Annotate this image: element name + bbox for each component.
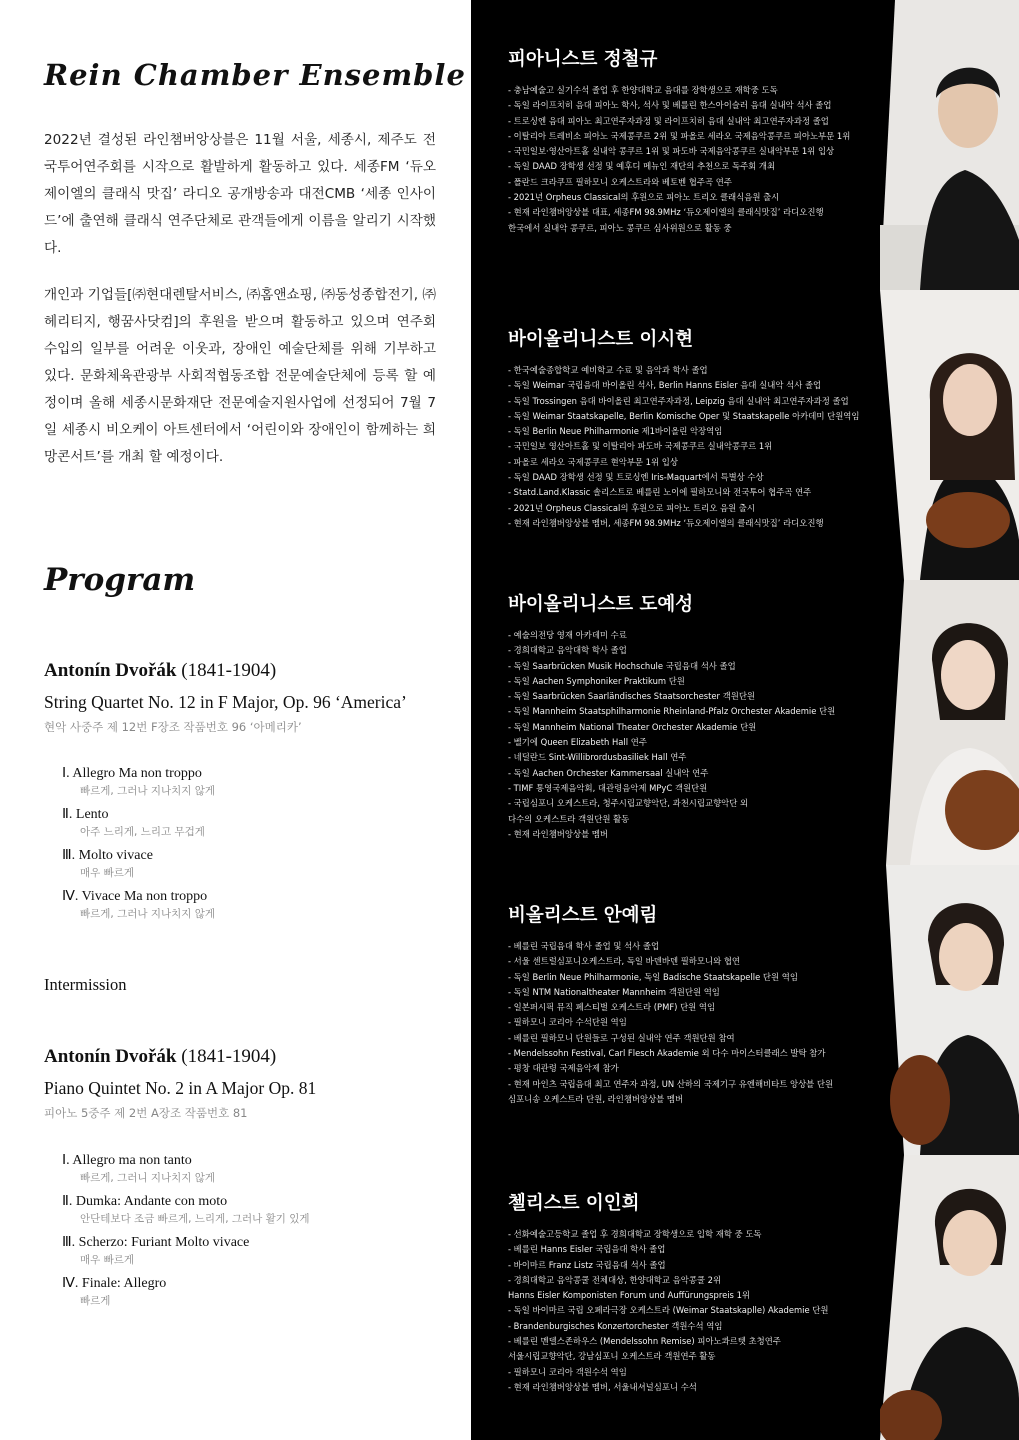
bio-line: - 베를린 Hanns Eisler 국립음대 학사 졸업 [508, 1244, 666, 1255]
musician-section-pianist [508, 47, 880, 236]
musician-section-violinist-1 [508, 327, 880, 531]
musician-title: 바이올리니스트 도예성 [508, 594, 694, 615]
bio-line: - 네덜란드 Sint-Willibrordusbasiliek Hall 연주 [508, 752, 687, 763]
intro-paragraph: 개인과 기업들[㈜현대렌탈서비스, ㈜홈앤쇼핑, ㈜동성종합전기, ㈜헤리티지, 행꿈사닷컴]의 후원을 받으며 활동하고 있으며 연주회 수입의 일부를 어려운 이웃과, 장애인 예술단체를 위해 기부하고 있다. 문화체육관광부 사회적협동조합 전문예술단체에 등록 할 예정이며 올해 세종시문화재단 전문예술지원사업에 선정되어 7월 7일 세종시 비오케이 아트센터에서 ‘어린이와 장애인이 함께하는 희망콘서트’를 개최 할 예정이다. [44, 287, 436, 465]
movement-description: 매우 빠르게 [80, 1254, 135, 1266]
intermission-label: Intermission [44, 975, 127, 994]
bio-line: - 베를린 멘델스존하우스 (Mendelssohn Remise) 피아노콰르텟 초청연주 [508, 1336, 781, 1347]
musician-title: 비올리스트 안예림 [508, 905, 658, 926]
bio-line: - 일본퍼시픽 뮤직 페스티벌 오케스트라 (PMF) 단원 역임 [508, 1002, 716, 1013]
movement-description: 빠르게, 그러나 지나치지 않게 [80, 908, 216, 920]
movement-title: Ⅰ. Allegro ma non tanto [62, 1153, 192, 1168]
program-column [0, 0, 471, 1440]
bio-line: 심포니송 오케스트라 단원, 라인챔버앙상블 멤버 [508, 1093, 684, 1104]
composer-line [44, 1046, 276, 1068]
movement-description: 빠르게, 그러니 지나치지 않게 [80, 1172, 216, 1184]
bio-line: - 독일 NTM Nationaltheater Mannheim 객원단원 역임 [508, 986, 720, 997]
bio-line: - Mendelssohn Festival, Carl Flesch Akademie 외 다수 마이스터클래스 발탁 참가 [508, 1048, 826, 1059]
movement-title: Ⅲ. Scherzo: Furiant Molto vivace [62, 1235, 250, 1250]
bio-line: - 서울 센트럴심포니오케스트라, 독일 바덴바덴 필하모니와 협연 [508, 956, 741, 967]
bio-line: - 국민일보 영산아트홀 및 이탈리아 파도바 국제콩쿠르 실내악콩쿠르 1위 [508, 441, 773, 452]
work-title: Piano Quintet No. 2 in A Major Op. 81 [44, 1078, 317, 1098]
bio-line: - 독일 DAAD 장학생 선정 및 예후디 메뉴인 재단의 추천으로 독주회 개최 [508, 161, 776, 172]
bio-line: - 독일 Mannheim Staatsphilharmonie Rheinland-Pfalz Orchester Akademie 단원 [508, 706, 836, 717]
bio-line: - 국민일보·영산아트홀 실내악 콩쿠르 1위 및 파도바 국제음악콩쿠르 실내악부문 1위 입상 [508, 146, 835, 157]
musician-title: 피아니스트 정철규 [508, 49, 658, 70]
bio-line: - 독일 Saarbrücken Musik Hochschule 국립음대 석사 졸업 [508, 660, 736, 671]
composer-line [44, 660, 276, 682]
program-title: Program [44, 562, 196, 598]
musician-bio [508, 939, 880, 1107]
movement-description: 아주 느리게, 느리고 무겁게 [80, 826, 205, 838]
bio-line: - 독일 Berlin Neue Philharmonie, 독일 Badische Staatskapelle 단원 역임 [508, 971, 798, 982]
bio-line: - 현재 라인챔버앙상블 멤버, 세종FM 98.9MHz ‘듀오제이엘의 클래식맛집’ 라디오진행 [508, 517, 824, 528]
movement [62, 1233, 310, 1274]
movement-title: Ⅱ. Dumka: Andante con moto [62, 1194, 228, 1209]
movement-title: Ⅲ. Molto vivace [62, 848, 153, 863]
musician-section-violist [508, 903, 880, 1107]
bio-line: - 현재 마인츠 국립음대 최고 연주자 과정, UN 산하의 국제기구 유엔해비타트 앙상블 단원 [508, 1078, 834, 1089]
violinist-photo [880, 290, 1019, 580]
movement-description: 매우 빠르게 [80, 867, 135, 879]
bio-line: - 이탈리아 트레비소 피아노 국제콩쿠르 2위 및 파올로 세라오 국제음악콩쿠르 피아노부문 1위 [508, 130, 851, 141]
movement [62, 846, 215, 887]
bio-line: - 한국예술종합학교 예비학교 수료 및 음악과 학사 졸업 [508, 365, 708, 375]
bio-line: - 독일 Weimar Staatskapelle, Berlin Komische Oper 및 Staatskapelle 아카데미 단원역임 [508, 410, 860, 421]
musician-bio [508, 83, 880, 236]
bio-line: - 필하모니 코리아 객원수석 역임 [508, 1366, 627, 1377]
bio-line: - 선화예술고등학교 졸업 후 경희대학교 장학생으로 입학 재학 중 도독 [508, 1229, 762, 1239]
work-title: String Quartet No. 12 in F Major, Op. 96 ‘America’ [44, 692, 407, 712]
intro-paragraph: 2022년 결성된 라인챔버앙상블은 11월 서울, 세종시, 제주도 전국투어연주회를 시작으로 활발하게 활동하고 있다. 세종FM ‘듀오 제이엘의 클래식 맛집’ 라디오 공개방송과 대전CMB ‘세종 인사이드’에 출연해 클래식 연주단체로 관객들에게 이름을 알리기 시작했다. [44, 132, 436, 256]
bio-line: - 경희대학교 음악콩쿨 전체대상, 한양대학교 음악콩쿨 2위 [508, 1274, 722, 1285]
bio-line: - 경희대학교 음악대학 학사 졸업 [508, 645, 627, 656]
bio-line: - 독일 Aachen Orchester Kammersaal 실내악 연주 [508, 767, 709, 778]
bio-line: - 충남예술고 실기수석 졸업 후 한양대학교 음대를 장학생으로 재학중 도독 [508, 85, 778, 95]
bio-line: - 독일 Mannheim National Theater Orchester Akademie 단원 [508, 721, 757, 732]
bio-line: 서울시립교향악단, 강남심포니 오케스트라 객원연주 활동 [508, 1351, 716, 1362]
bio-line: - 폴란드 크라쿠프 필하모니 오케스트라와 베토벤 협주곡 연주 [508, 176, 732, 187]
musician-title: 바이올리니스트 이시현 [508, 329, 694, 350]
bio-line: - 독일 DAAD 장학생 선정 및 트로싱엔 Iris-Maquart에서 특별상 수상 [508, 472, 764, 483]
movement-title: Ⅰ. Allegro Ma non troppo [62, 766, 202, 781]
composer-years: (1841-1904) [181, 660, 277, 681]
bio-line: 다수의 오케스트라 객원단원 활동 [508, 813, 630, 824]
violinist-photo [880, 580, 1019, 865]
bio-line: - 베를린 국립음대 학사 졸업 및 석사 졸업 [508, 941, 660, 951]
ensemble-title: Rein Chamber Ensemble [44, 58, 466, 92]
composer-years: (1841-1904) [181, 1046, 277, 1067]
movement [62, 1274, 310, 1315]
bio-line: - 벨기에 Queen Elizabeth Hall 연주 [508, 737, 647, 748]
bio-line: - 트로싱엔 음대 피아노 최고연주자과정 및 라이프치히 음대 실내악 최고연주자과정 졸업 [508, 115, 829, 126]
movement-list [62, 1151, 310, 1315]
musician-title: 첼리스트 이인희 [508, 1193, 640, 1214]
musician-section-violinist-2 [508, 592, 880, 842]
bio-line: - 현재 라인챔버앙상블 대표, 세종FM 98.9MHz ‘듀오제이엘의 클래식맛집’ 라디오진행 [508, 207, 824, 218]
bio-line: - 독일 Berlin Neue Philharmonie 제1바이올린 악장역임 [508, 426, 723, 437]
bio-line: - 바이마르 Franz Listz 국립음대 석사 졸업 [508, 1259, 666, 1270]
movement [62, 887, 215, 928]
movement-description: 빠르게 [80, 1295, 111, 1307]
bio-line: - Brandenburgisches Konzertorchester 객원수석 역임 [508, 1320, 723, 1331]
work-title-korean: 피아노 5중주 제 2번 A장조 작품번호 81 [44, 1106, 248, 1120]
bio-line: - 독일 Saarbrücken Saarländisches Staatsorchester 객원단원 [508, 691, 756, 702]
bio-line: - 독일 Trossingen 음대 바이올린 최고연주자과정, Leipzig 음대 실내악 최고연주자과정 졸업 [508, 395, 849, 406]
bio-line: - 현재 라인챔버앙상블 멤버, 서울내셔널심포니 수석 [508, 1381, 697, 1392]
musician-bio [508, 1227, 880, 1395]
bio-line: - 독일 바이마르 국립 오페라극장 오케스트라 (Weimar Staatskaplle) Akademie 단원 [508, 1305, 829, 1316]
bio-line: - TIMF 통영국제음악회, 대관령음악제 MPyC 객원단원 [508, 782, 708, 793]
bio-line: - 현재 라인챔버앙상블 멤버 [508, 828, 609, 839]
bio-line: - Statd.Land.Klassic 솔리스트로 베를린 노이에 필하모니와 전국투어 협주곡 연주 [508, 487, 812, 498]
bio-line: - 독일 Aachen Symphoniker Praktikum 단원 [508, 675, 685, 686]
bio-line: - 베를린 필하모니 단원들로 구성된 실내악 연주 객원단원 참여 [508, 1032, 735, 1043]
bio-line: - 2021년 Orpheus Classical의 후원으로 피아노 트리오 클래식음원 출시 [508, 192, 780, 203]
bio-line: - 필하모니 코리아 수석단원 역임 [508, 1017, 627, 1028]
movement-title: Ⅳ. Finale: Allegro [62, 1276, 167, 1291]
movement [62, 1151, 310, 1192]
bio-line: - 평창 대관령 국제음악제 참가 [508, 1063, 619, 1074]
bio-line: - 독일 Weimar 국립음대 바이올린 석사, Berlin Hanns Eisler 음대 실내악 석사 졸업 [508, 380, 822, 391]
composer-name: Antonín Dvořák [44, 660, 177, 681]
musician-bio [508, 363, 880, 531]
movement [62, 764, 215, 805]
composer-name: Antonín Dvořák [44, 1046, 177, 1067]
bio-line: Hanns Eisler Komponisten Forum und Auffürungspreis 1위 [508, 1290, 750, 1301]
bio-line: - 파올로 세라오 국제콩쿠르 현악부문 1위 입상 [508, 456, 678, 467]
movement-title: Ⅱ. Lento [62, 807, 109, 822]
violist-photo [880, 865, 1019, 1155]
pianist-photo [880, 0, 1019, 290]
movement-list [62, 764, 215, 928]
musician-bio [508, 628, 880, 842]
bio-line: - 예술의전당 영재 아카데미 수료 [508, 630, 627, 640]
movement-description: 빠르게, 그러나 지나치지 않게 [80, 785, 216, 797]
work-title-korean: 현악 사중주 제 12번 F장조 작품번호 96 ‘아메리카’ [44, 720, 302, 734]
bio-line: 한국에서 실내악 콩쿠르, 피아노 콩쿠르 심사위원으로 활동 중 [508, 222, 732, 233]
movement [62, 805, 215, 846]
bio-line: - 독일 라이프치히 음대 피아노 학사, 석사 및 베를린 한스아이슬러 음대 실내악 석사 졸업 [508, 100, 832, 111]
musician-section-cellist [508, 1191, 880, 1395]
bio-line: - 2021년 Orpheus Classical의 후원으로 피아노 트리오 음원 출시 [508, 502, 755, 513]
cellist-photo [880, 1155, 1019, 1440]
movement-title: Ⅳ. Vivace Ma non troppo [62, 889, 208, 904]
movement [62, 1192, 310, 1233]
bio-line: - 국립심포니 오케스트라, 청주시립교향악단, 과천시립교향악단 외 [508, 798, 749, 809]
movement-description: 안단테보다 조금 빠르게, 느리게, 그러나 활기 있게 [80, 1213, 310, 1225]
